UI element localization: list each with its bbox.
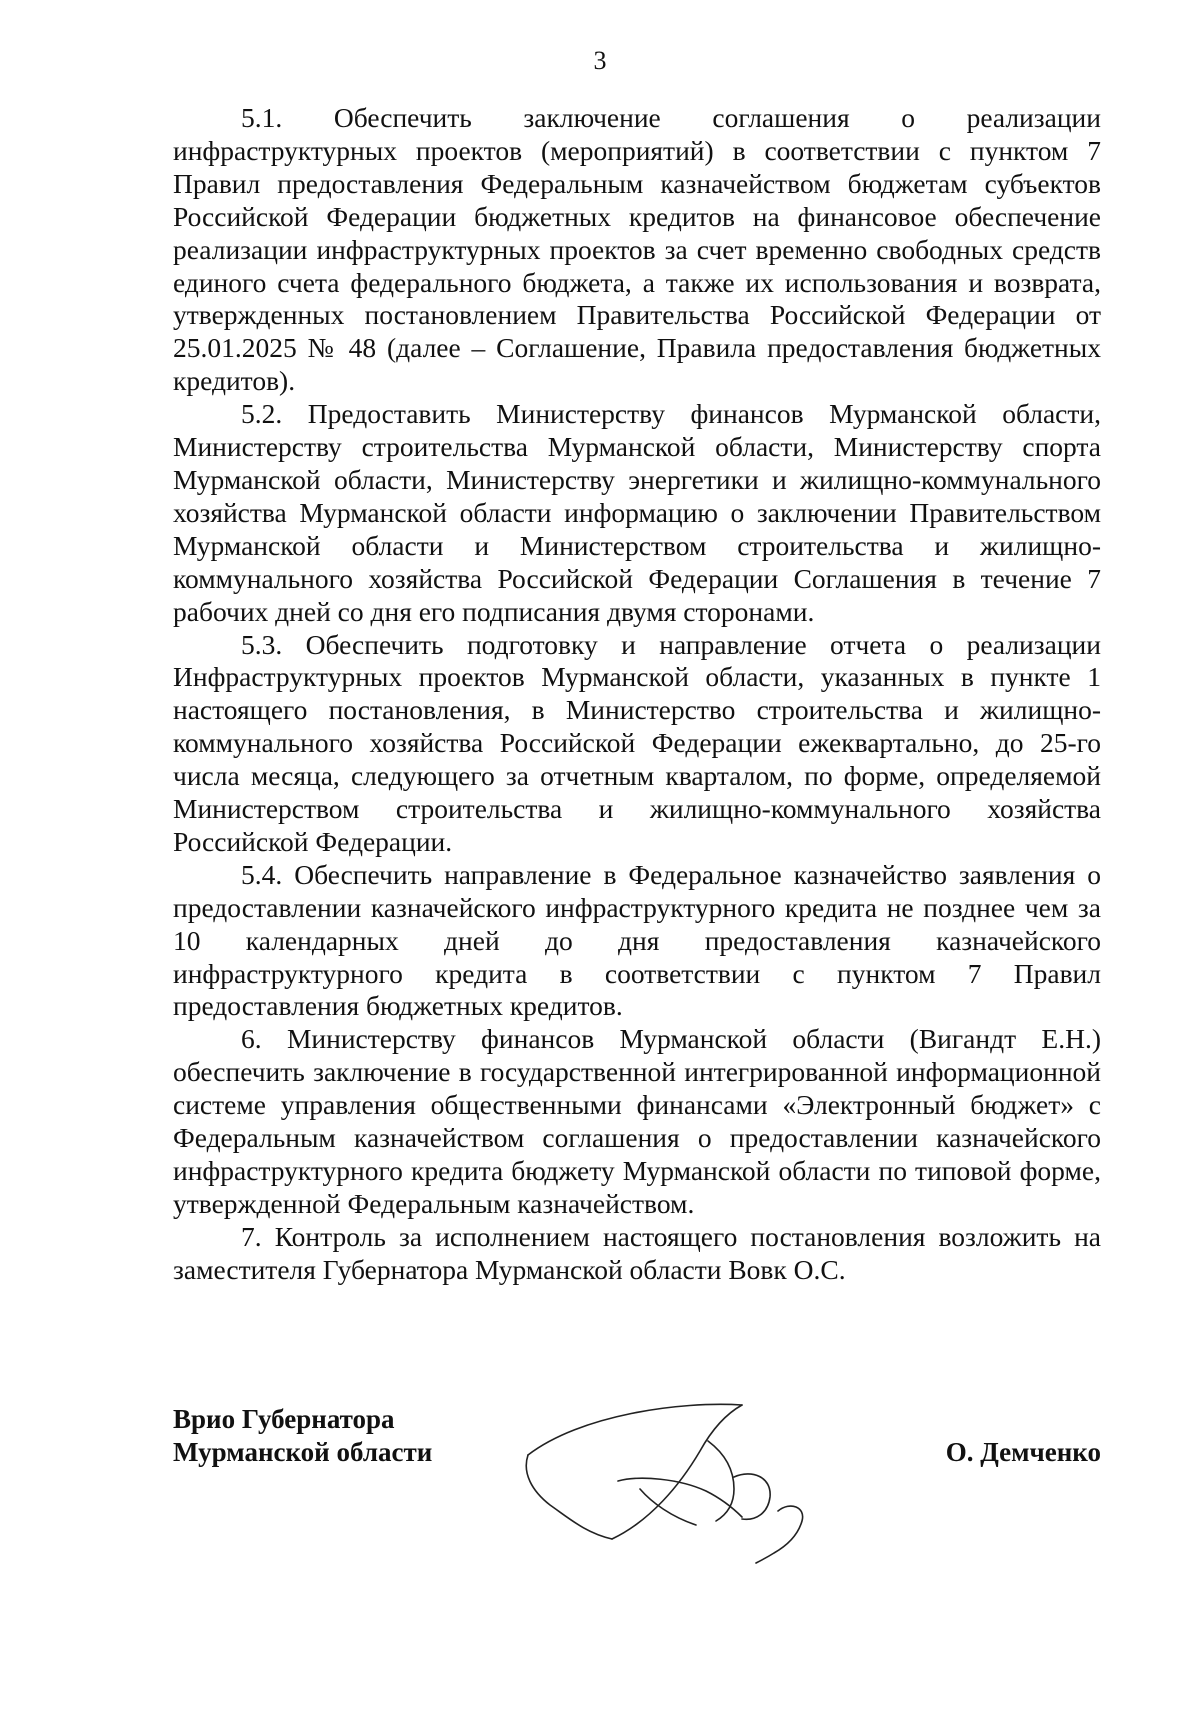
signer-position-line1: Врио Губернатора	[173, 1404, 395, 1434]
signer-position-line2: Мурманской области	[173, 1437, 433, 1467]
handwritten-signature	[520, 1393, 850, 1583]
paragraph-7: 7. Контроль за исполнением настоящего постановления возложить на заместителя Губернатора Мурманской области Вовк О.С.	[173, 1220, 1101, 1285]
paragraph-5-3: 5.3. Обеспечить подготовку и направление отчета о реализации Инфраструктурных проектов Мурманской области, указанных в пункте 1 настоящего постановления, в Министерство строительства и жилищно-коммунального хозяйства Российской Федерации ежеквартально, до 25-го числа месяца, следующего за отчетным кварталом, по форме, определяемой Министерством строительства и жилищно-коммунального хозяйства Российской Федерации.	[173, 628, 1101, 857]
page-number: 3	[593, 46, 607, 75]
paragraph-5-1: 5.1. Обеспечить заключение соглашения о реализации инфраструктурных проектов (мероприятий) в соответствии с пунктом 7 Правил предоставления Федеральным казначейством бюджетам субъектов Российской Федерации бюджетных кредитов на финансовое обеспечение реализации инфраструктурных проектов за счет временно свободных средств единого счета федерального бюджета, а также их использования и возврата, утвержденных постановлением Правительства Российской Федерации от 25.01.2025 № 48 (далее – Соглашение, Правила предоставления бюджетных кредитов).	[173, 102, 1101, 397]
paragraph-6: 6. Министерству финансов Мурманской области (Вигандт Е.Н.) обеспечить заключение в государственной интегрированной информационной системе управления общественными финансами «Электронный бюджет» с Федеральным казначейством соглашения о предоставлении казначейского инфраструктурного кредита бюджету Мурманской области по типовой форме, утвержденной Федеральным казначейством.	[173, 1023, 1101, 1219]
signer-position	[173, 1403, 432, 1469]
signer-name: О. Демченко	[945, 1437, 1101, 1467]
paragraph-5-4: 5.4. Обеспечить направление в Федеральное казначейство заявления о предоставлении казначейского инфраструктурного кредита не позднее чем за 10 календарных дней до дня предоставления казначейского инфраструктурного кредита в соответствии с пунктом 7 Правил предоставления бюджетных кредитов.	[173, 858, 1101, 1022]
document-body	[173, 102, 1101, 1287]
paragraph-5-2: 5.2. Предоставить Министерству финансов Мурманской области, Министерству строительства Мурманской области, Министерству спорта Мурманской области, Министерству энергетики и жилищно-коммунального хозяйства Мурманской области информацию о заключении Правительством Мурманской области и Министерством строительства и жилищно-коммунального хозяйства Российской Федерации Соглашения в течение 7 рабочих дней со дня его подписания двумя сторонами.	[173, 398, 1101, 627]
